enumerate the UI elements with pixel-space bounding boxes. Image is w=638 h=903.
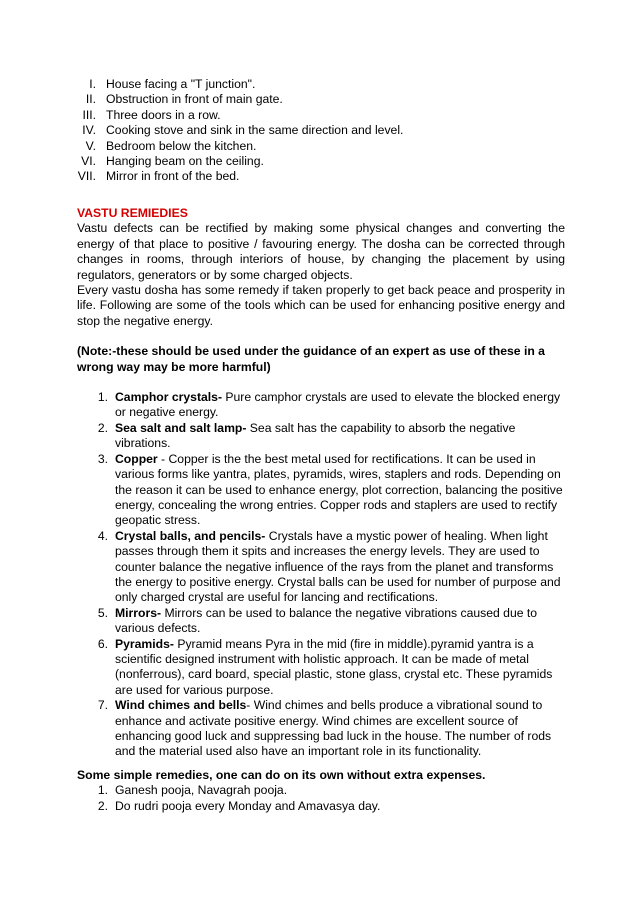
list-item (77, 390, 565, 421)
list-item-body (115, 606, 565, 637)
list-item (77, 799, 565, 814)
list-item (74, 139, 574, 154)
list-item-text: House facing a "T junction". (106, 77, 256, 91)
list-item (74, 108, 574, 123)
list-item-body (115, 390, 565, 421)
list-item-text: Cooking stove and sink in the same direction and level. (106, 123, 404, 138)
list-item-number: I. (89, 77, 96, 91)
list-item-number: 3. (97, 451, 108, 466)
list-item-number: VII. (77, 169, 96, 184)
list-item-text: Hanging beam on the ceiling. (106, 153, 264, 168)
vastu-defects-list (74, 77, 574, 185)
expert-note: (Note:-these should be used under the guidance of an expert as use of these in a wrong way may be more harmful) (77, 344, 545, 374)
list-item-number: IV. (82, 123, 96, 138)
list-item-body (115, 637, 565, 699)
list-item-number: V. (85, 138, 96, 153)
list-item-body (115, 529, 565, 606)
list-item-number: 2. (97, 798, 108, 813)
tool-description: Pyramid means Pyra in the mid (fire in middle).pyramid yantra is a scientific designed instrument with holistic approach. It can be made of metal (nonferrous), card board, special plastic, stone glass, crystal etc. These pyramids are used for various purpose. (115, 636, 553, 697)
tool-title: Pyramids- (115, 636, 174, 651)
list-item-number: 1. (97, 390, 108, 405)
list-item (77, 606, 565, 637)
tool-title: Camphor crystals- (115, 390, 223, 405)
tool-description: - Wind chimes and bells produce a vibrational sound to enhance and activate positive energy. Wind chimes are excellent source of enhancing good luck and suppressing bad luck in the house. The number of rods and the material used also have an important role in its functionality. (115, 698, 552, 759)
tool-description: Pure camphor crystals are used to elevate the blocked energy or negative energy. (115, 390, 561, 420)
list-item-number: 2. (97, 420, 108, 435)
list-item-body (115, 452, 565, 529)
list-item (74, 169, 574, 184)
list-item-number: 5. (97, 605, 108, 620)
list-item-text: Ganesh pooja, Navagrah pooja. (115, 783, 288, 798)
list-item-number: 4. (97, 528, 108, 543)
tool-description: Crystals have a mystic power of healing. When light passes through them it spits and increases the energy levels. They are used to counter balance the negative influence of the rays from the planet and transforms the energy to positive energy. Crystal balls can be used for number of purpose and only charged crystal are useful for lancing and rectifications. (115, 528, 561, 605)
list-item-body (115, 421, 565, 452)
list-item-text: Bedroom below the kitchen. (106, 138, 257, 153)
tool-title: Mirrors- (115, 605, 162, 620)
tool-title: Sea salt and salt lamp- (115, 420, 247, 435)
simple-remedies-heading: Some simple remedies, one can do on its own without extra expenses. (77, 767, 486, 782)
tool-title: Wind chimes and bells (115, 698, 247, 713)
list-item-body (115, 698, 565, 760)
list-item (77, 783, 565, 798)
list-item (77, 637, 565, 699)
list-item (77, 452, 565, 529)
list-item (74, 92, 574, 107)
remedy-tools-list (77, 390, 565, 760)
tool-description: Mirrors can be used to balance the negative vibrations caused due to various defects. (115, 605, 538, 636)
tool-title: Copper (115, 451, 158, 466)
list-item (77, 698, 565, 760)
list-item-text: Three doors in a row. (106, 107, 221, 122)
tool-title: Crystal balls, and pencils- (115, 528, 266, 543)
list-item-text: Obstruction in front of main gate. (106, 92, 283, 107)
remedies-section (77, 206, 565, 814)
list-item (74, 77, 574, 92)
intro-paragraph: Every vastu dosha has some remedy if taken properly to get back peace and prosperity in life. Following are some of the tools which can be used for enhancing positive energy and stop the negative energy. (77, 283, 565, 328)
tool-description: Sea salt has the capability to absorb the negative vibrations. (115, 420, 516, 451)
list-item (77, 529, 565, 606)
list-item-number: VI. (81, 153, 96, 168)
intro-paragraph: Vastu defects can be rectified by making some physical changes and converting the energy of that place to positive / favouring energy. The dosha can be corrected through changes in rooms, through interiors of house, by changing the placement by using regulators, generators or by some charged objects. (77, 221, 565, 282)
list-item-number: II. (85, 92, 96, 107)
list-item-number: 1. (97, 783, 108, 798)
list-item-number: III. (82, 107, 96, 122)
section-heading: VASTU REMIEDIES (77, 206, 188, 220)
simple-remedies-list (77, 783, 565, 814)
list-item (74, 123, 574, 138)
list-item-number: 6. (97, 636, 108, 651)
tool-description: - Copper is the the best metal used for rectifications. It can be used in various forms like yantra, plates, pyramids, wires, staplers and rods. Depending on the reason it can be used to enhance energy, plot correction, balancing the positive energy, concealing the wrong entries. Copper rods and staplers are used to rectify geopatic stress. (115, 451, 563, 528)
list-item-number: 7. (97, 698, 108, 713)
list-item-text: Do rudri pooja every Monday and Amavasya day. (115, 798, 381, 813)
list-item (74, 154, 574, 169)
list-item-text: Mirror in front of the bed. (106, 169, 240, 184)
list-item (77, 421, 565, 452)
